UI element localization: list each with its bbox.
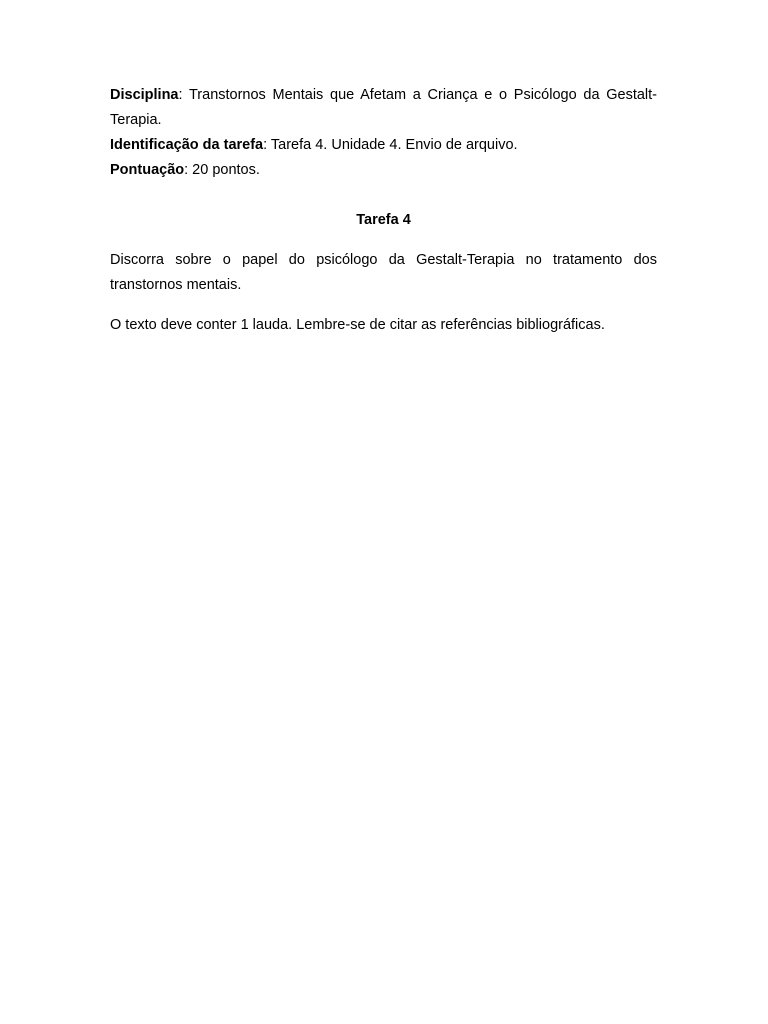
pontuacao-label: Pontuação — [110, 162, 185, 178]
identificacao-value: : Tarefa 4. Unidade 4. Envio de arquivo. — [263, 137, 518, 153]
document-body — [110, 83, 657, 338]
pontuacao-value: : 20 pontos. — [184, 162, 260, 178]
disciplina-label: Disciplina — [110, 87, 179, 103]
task-paragraph-1: Discorra sobre o papel do psicólogo da Gestalt-Terapia no tratamento dos transtornos mentais. — [110, 252, 657, 293]
disciplina-line — [110, 83, 657, 133]
identificacao-label: Identificação da tarefa — [110, 137, 264, 153]
task-paragraph-2: O texto deve conter 1 lauda. Lembre-se de citar as referências bibliográficas. — [110, 317, 605, 333]
pontuacao-line — [110, 158, 657, 183]
task-title: Tarefa 4 — [356, 212, 411, 228]
disciplina-value: : Transtornos Mentais que Afetam a Criança e o Psicólogo da Gestalt-Terapia. — [110, 87, 657, 128]
identificacao-line — [110, 133, 657, 158]
